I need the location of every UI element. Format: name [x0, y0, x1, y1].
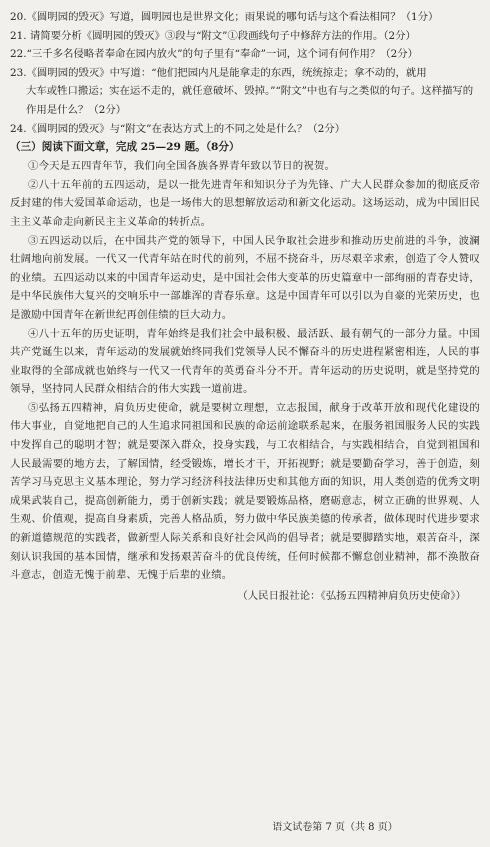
article-paragraph-4: ④八十五年的历史证明，青年始终是我们社会中最积极、最活跃、最有朝气的一部分力量。中国共产党诞生以来，青年运动的发展就始终同我们党领导人民不懈奋斗的历史进程紧密相连，人民的事业取得的全部成就也始终与一代又一代青年的英勇奋斗分不开。青年运动的历史说明，就是坚持党的领导，坚持同人民群众相结合的伟大实践一道前进。 [10, 327, 480, 396]
question-list [10, 8, 480, 138]
question-text: 24.《圆明园的毁灭》与“附文”在表达方式上的不同之处是什么？（2分） [10, 122, 346, 135]
article-paragraph-2: ②八十五年前的五四运动，是以一批先进青年和知识分子为先锋、广大人民群众参加的彻底反帝反封建的伟大爱国革命运动，也是一场伟大的思想解放运动和新文化运动。这场运动，成为中国旧民主主义革命走向新民主主义革命的转折点。 [10, 178, 480, 228]
article-paragraph-5: ⑤弘扬五四精神，肩负历史使命，就是要树立理想，立志报国，献身于改革开放和现代化建设的伟大事业，自觉地把自己的人生追求同祖国和民族的命运前途联系起来，在服务祖国服务人民的实践中发挥自己的聪明才智；就是要深入群众，投身实践，与工农相结合，与实践相结合，自觉到祖国和人民最需要的地方去，了解国情，经受锻炼，增长才干，开拓视野；就是要勤奋学习，善于创造，刻苦学习马克思主义基本理论，努力学习经济科技法律历史和其他方面的知识，用人类创造的优秀文明成果武装自己，提高创新能力，勇于创新实践；就是要锻炼品格，磨砺意志，树立正确的世界观、人生观、价值观，提高自身素质，完善人格品质，努力做中华民族美德的传承者，做体现时代进步要求的新道德规范的实践者，做新型人际关系和良好社会风尚的倡导者；就是要脚踏实地，艰苦奋斗，深刻认识我国的基本国情，继承和发扬艰苦奋斗的优良传统，任何时候都不懈怠创业精神，都不涣散奋斗意志，创造无愧于前辈、无愧于后辈的业绩。 [10, 401, 480, 582]
question-21 [10, 27, 480, 46]
question-text: 23.《圆明园的毁灭》中写道：“他们把园内凡是能拿走的东西，统统掠走；拿不动的，就用 [10, 66, 427, 79]
article [10, 157, 480, 585]
article-source: （人民日报社论：《弘扬五四精神肩负历史使命》） [237, 589, 466, 602]
section-title: （三）阅读下面文章，完成 25—29 题。（8分） [10, 141, 240, 154]
question-text-continued: 大车或牲口搬运；实在运不走的，就任意破坏、毁掉。”“附文”中也有与之类似的句子。这样描写的作用是什么？（2分） [26, 85, 474, 116]
question-text: 22.“三千多名侵略者奉命在园内放火”的句子里有“奉命”一词，这个词有何作用？（2分） [10, 48, 419, 61]
question-text: 20.《圆明园的毁灭》写道，圆明园也是世界文化；雨果说的哪句话与这个看法相同？（1分） [10, 11, 439, 23]
page-footer: 语文试卷第 7 页（共 8 页） [272, 822, 398, 833]
article-paragraph-1: ①今天是五四青年节，我们向全国各族各界青年致以节日的祝贺。 [28, 160, 336, 173]
question-text: 21. 请简要分析《圆明园的毁灭》③段与“附文”①段画线句子中修辞方法的作用。（2分） [10, 29, 416, 42]
question-23 [10, 64, 480, 120]
question-22 [10, 45, 480, 64]
article-paragraph-3: ③五四运动以后，在中国共产党的领导下，中国人民争取社会进步和推动历史前进的斗争，波澜壮阔地向前发展。一代又一代青年站在时代的前列，不屈不挠奋斗，历尽艰辛求索，创造了令人赞叹的业绩。五四运动以来的中国青年运动史，是中国社会伟大变革的历史篇章中一部绚丽的青春史诗，是中华民族伟大复兴的交响乐中一部雄浑的青春乐章。这是中国青年可以引以为自豪的光荣历史，也是激励中国青年在新世纪再创佳绩的巨大动力。 [10, 234, 480, 321]
question-20 [10, 8, 480, 27]
question-24 [10, 120, 480, 139]
